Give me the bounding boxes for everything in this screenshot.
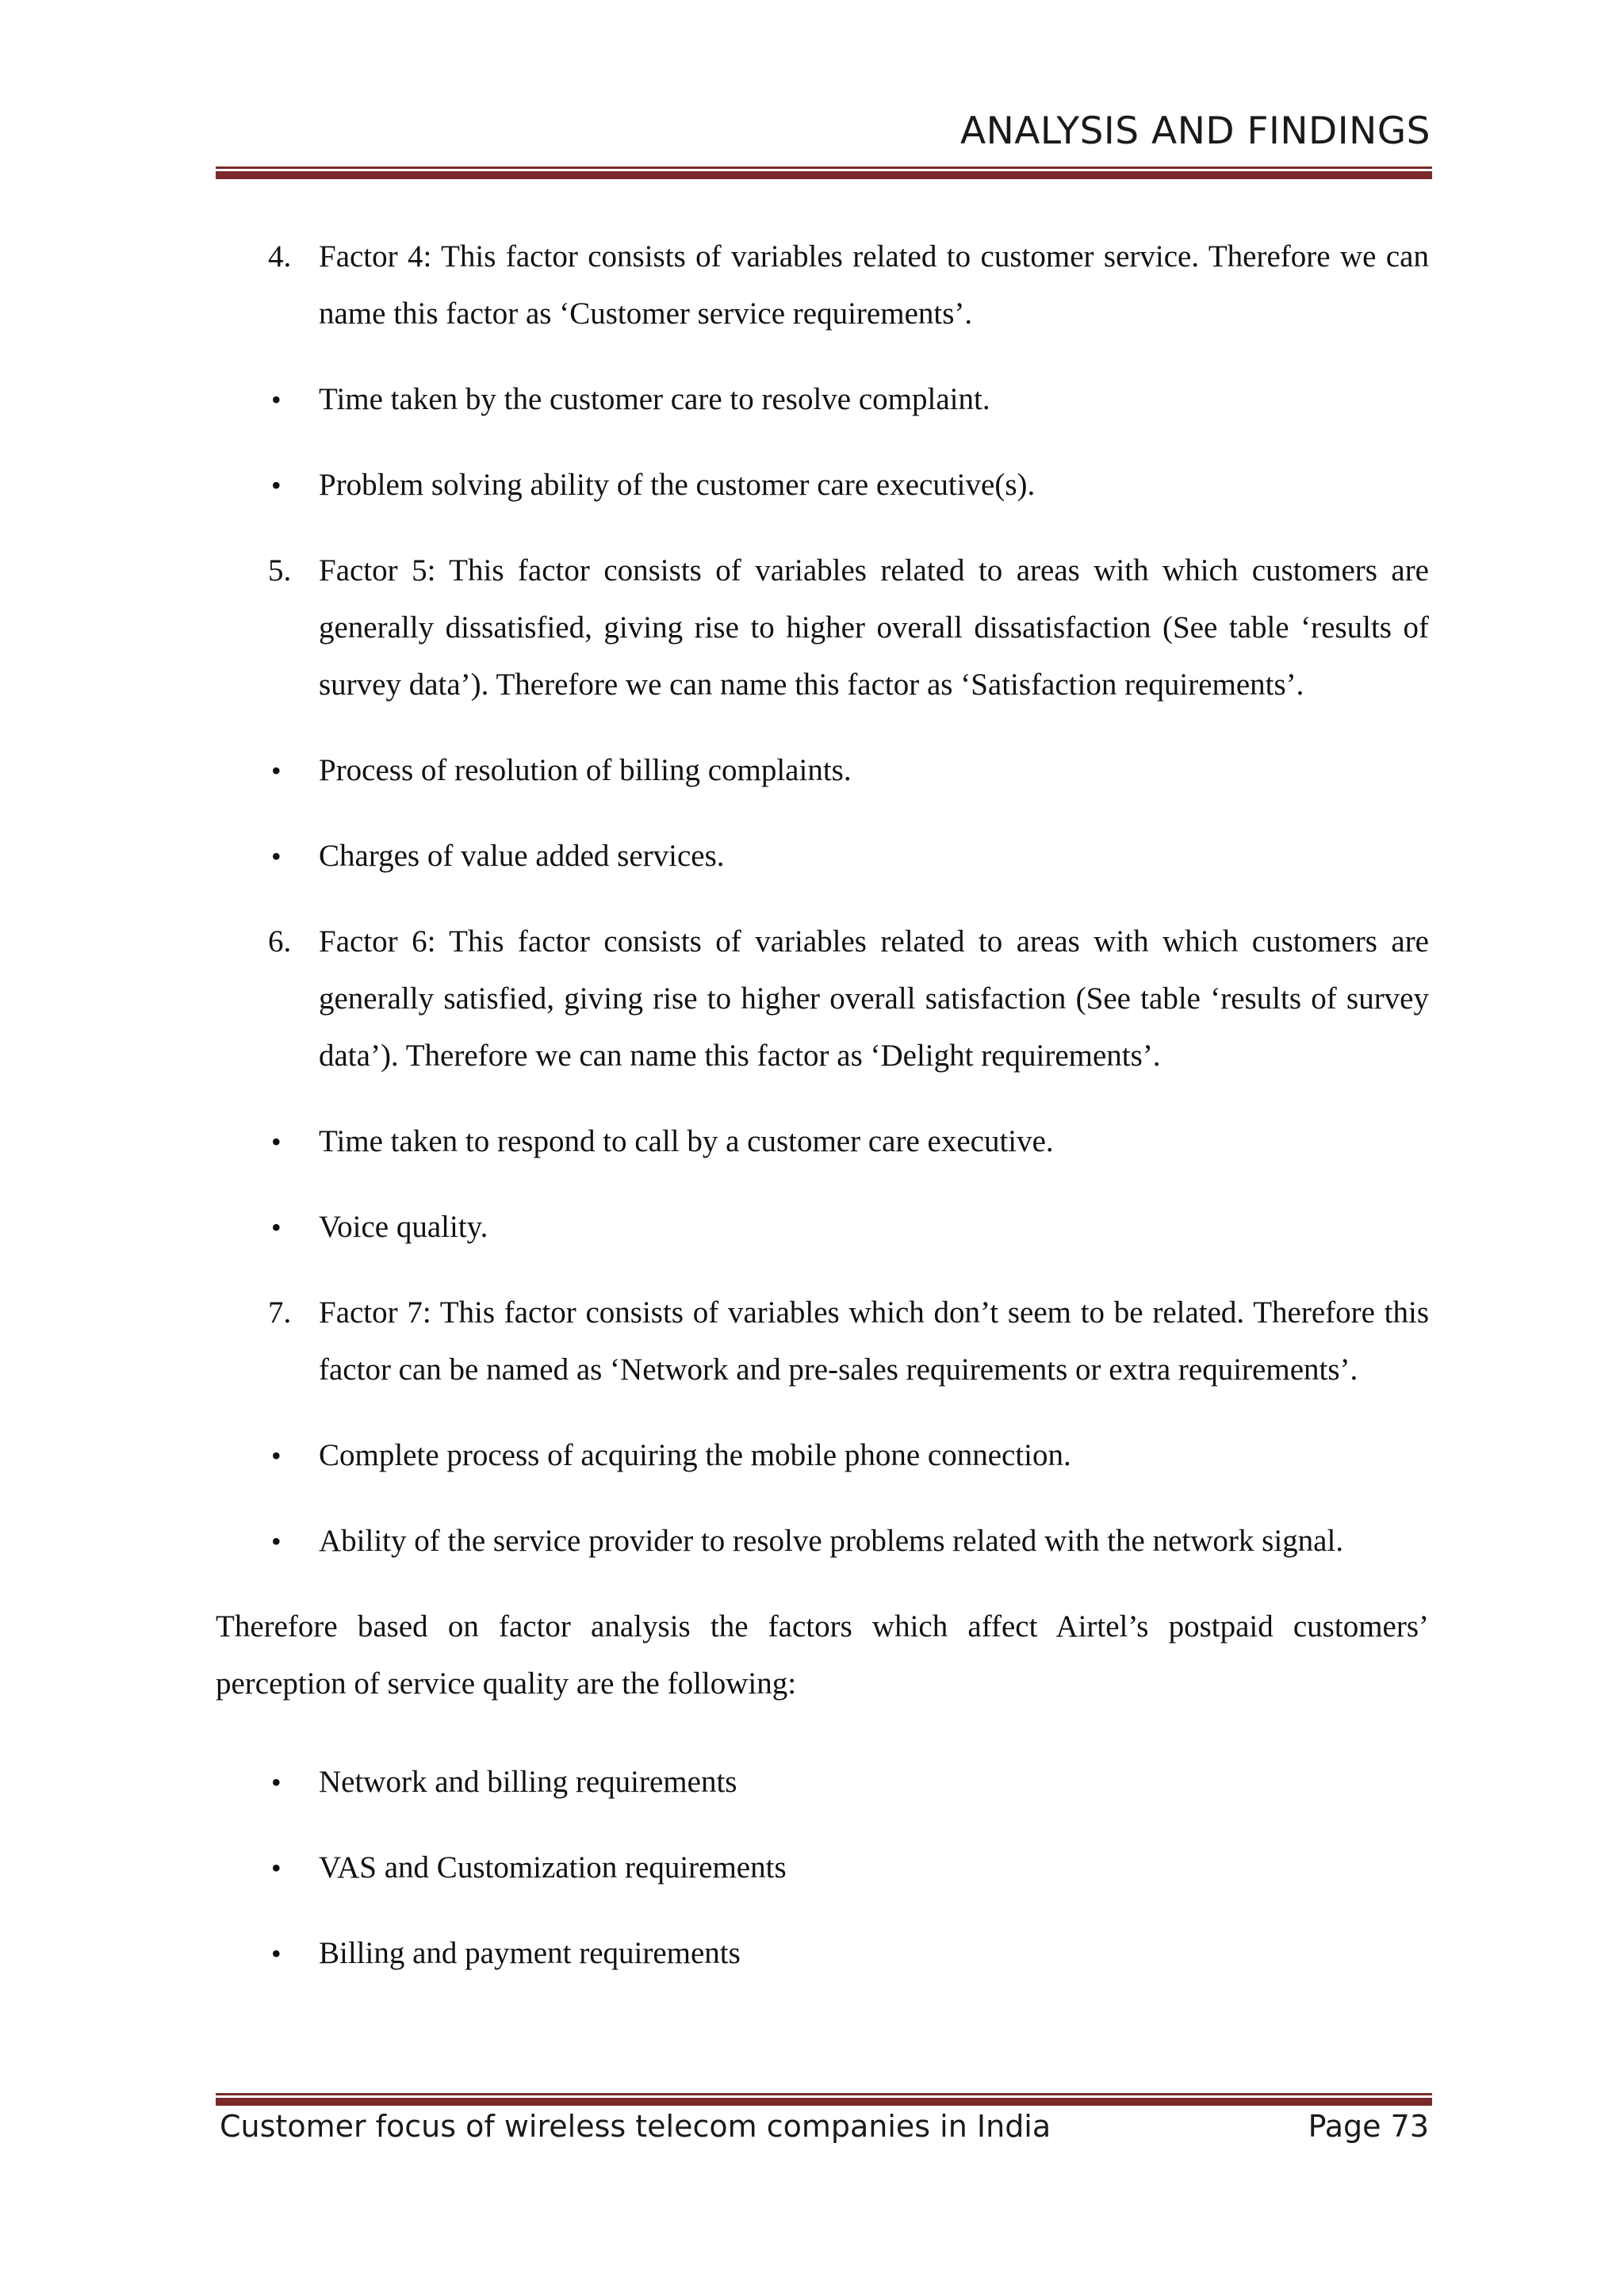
list-item-text: Factor 6: This factor consists of variables related to areas with which customers are generally satisfied, giving rise to higher overall satisfaction (See table ‘results of survey data’). Therefore we can name this factor as ‘Delight requirements’. bbox=[319, 924, 1429, 1073]
list-item bbox=[216, 1113, 1429, 1170]
footer-page-number: Page 73 bbox=[1308, 2109, 1429, 2144]
bullet-icon: • bbox=[271, 755, 282, 786]
page-header-title: ANALYSIS AND FINDINGS bbox=[959, 109, 1431, 153]
bullet-icon: • bbox=[271, 1525, 282, 1557]
list-item bbox=[216, 371, 1429, 428]
list-item-factor-4 bbox=[216, 228, 1429, 342]
page-content bbox=[216, 228, 1429, 2011]
list-item-factor-5 bbox=[216, 542, 1429, 714]
list-item-text: Ability of the service provider to resolve problems related with the network signal. bbox=[319, 1524, 1344, 1558]
list-item-text: Voice quality. bbox=[319, 1210, 488, 1244]
list-item-text: Process of resolution of billing complaints. bbox=[319, 753, 852, 787]
list-item-factor-6 bbox=[216, 913, 1429, 1085]
bullet-icon: • bbox=[271, 469, 282, 501]
footer-rule-thin bbox=[216, 2093, 1432, 2095]
list-item bbox=[216, 1199, 1429, 1256]
bullet-icon: • bbox=[271, 1852, 282, 1884]
list-item bbox=[216, 1513, 1429, 1570]
list-item-text: VAS and Customization requirements bbox=[319, 1850, 787, 1885]
bullet-icon: • bbox=[271, 384, 282, 415]
list-number: 4. bbox=[268, 239, 292, 274]
list-item-text: Billing and payment requirements bbox=[319, 1936, 741, 1970]
bullet-icon: • bbox=[271, 1766, 282, 1798]
bullet-icon: • bbox=[271, 1126, 282, 1158]
bullet-icon: • bbox=[271, 840, 282, 872]
list-number: 5. bbox=[268, 553, 292, 587]
list-number: 6. bbox=[268, 924, 292, 959]
summary-paragraph: Therefore based on factor analysis the factors which affect Airtel’s postpaid customers’ perception of service quality are the following: bbox=[216, 1609, 1429, 1701]
summary-list-item bbox=[216, 1754, 1429, 1811]
list-item bbox=[216, 457, 1429, 514]
list-item-text: Time taken to respond to call by a customer care executive. bbox=[319, 1124, 1054, 1158]
list-item bbox=[216, 828, 1429, 885]
header-rule-thick bbox=[216, 171, 1432, 179]
bullet-icon: • bbox=[271, 1938, 282, 1969]
footer-document-title: Customer focus of wireless telecom companies in India bbox=[220, 2109, 1051, 2144]
bullet-icon: • bbox=[271, 1440, 282, 1471]
summary-list-item bbox=[216, 1839, 1429, 1896]
list-item bbox=[216, 742, 1429, 799]
list-item-factor-7 bbox=[216, 1284, 1429, 1399]
list-item bbox=[216, 1427, 1429, 1484]
bullet-icon: • bbox=[271, 1211, 282, 1243]
list-item-text: Time taken by the customer care to resolve complaint. bbox=[319, 382, 990, 416]
list-item-text: Problem solving ability of the customer care executive(s). bbox=[319, 468, 1036, 502]
footer-rule-thick bbox=[216, 2098, 1432, 2106]
list-item-text: Factor 4: This factor consists of variables related to customer service. Therefore we can name this factor as ‘Customer service requirements’. bbox=[319, 239, 1429, 331]
list-item-text: Network and billing requirements bbox=[319, 1765, 737, 1799]
list-item-text: Complete process of acquiring the mobile phone connection. bbox=[319, 1438, 1071, 1472]
list-item-text: Charges of value added services. bbox=[319, 839, 725, 873]
list-item-text: Factor 7: This factor consists of variables which don’t seem to be related. Therefore this factor can be named as ‘Network and pre-sales requirements or extra requirements’. bbox=[319, 1295, 1429, 1387]
list-number: 7. bbox=[268, 1295, 292, 1330]
list-item-text: Factor 5: This factor consists of variables related to areas with which customers are generally dissatisfied, giving rise to higher overall dissatisfaction (See table ‘results of survey data’). Therefore we can name this factor as ‘Satisfaction requirements’. bbox=[319, 553, 1429, 702]
summary-list-item bbox=[216, 1925, 1429, 1982]
header-rule-thin bbox=[216, 166, 1432, 169]
